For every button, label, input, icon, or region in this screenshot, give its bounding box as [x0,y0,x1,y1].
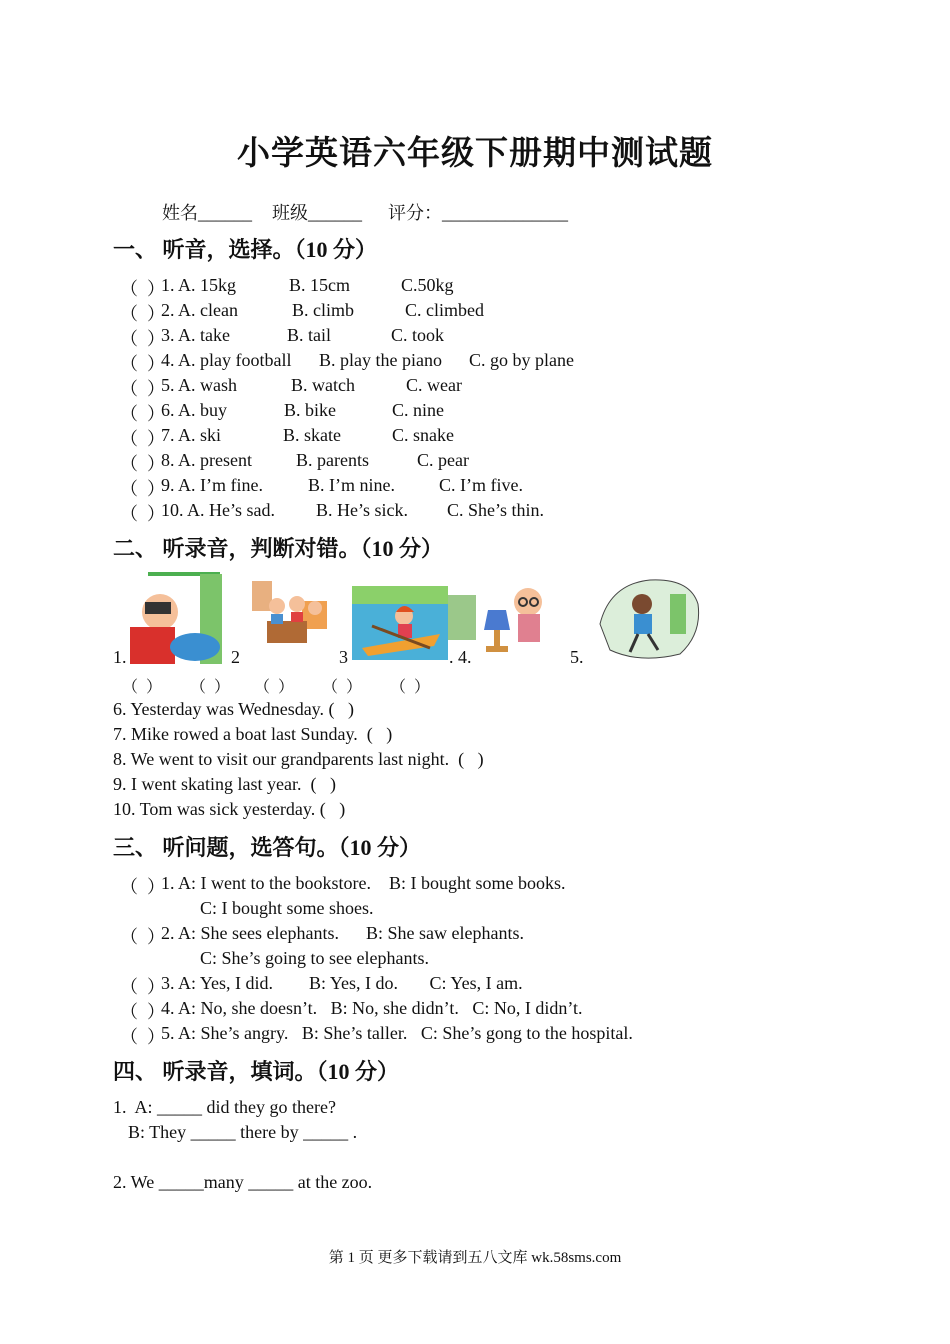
picture-number: 2 [231,647,240,667]
rowing-girl-picture [352,586,448,660]
option-c: C. climbed [405,300,484,320]
option-b: B. parents [296,450,369,470]
question-options: 3. A: Yes, I did. B: Yes, I do. C: Yes, I am. [161,973,523,993]
picture-number: 5. [570,647,584,667]
option-c: C. go by plane [469,350,574,370]
answer-paren: （ ） [120,304,165,324]
answer-paren: （ ） [120,1027,165,1047]
option-c: C.50kg [401,275,454,295]
fill-question-1a: 1. A: _____ did they go there? [113,1097,336,1117]
picture-answer-row: （ ） （ ） （ ） （ ） （ ） [122,679,431,696]
answer-paren: （ ） [120,379,165,399]
binoculars-boy-picture [130,572,222,664]
option-a: 2. A. clean [161,300,238,320]
section-3-heading: 三、 听问题，选答句。（10 分） [113,835,422,860]
option-b: B. tail [287,325,331,345]
answer-paren: （ ） [120,504,165,524]
option-b: B. I’m nine. [308,475,395,495]
answer-paren: （ ） [120,454,165,474]
page-title: 小学英语六年级下册期中测试题 [237,136,713,172]
answer-paren: （ ） [120,329,165,349]
option-a: 3. A. take [161,325,230,345]
answer-paren: （ ） [120,479,165,499]
option-b: B. watch [291,375,355,395]
answer-paren: （ ） [120,877,165,897]
question-option-c: C: I bought some shoes. [200,898,374,918]
true-false-statement: 9. I went skating last year. ( ) [113,774,336,794]
answer-paren: （ ） [120,1002,165,1022]
picture-number: 3 [339,647,348,667]
option-a: 4. A. play football [161,350,292,370]
picture-number: 1. [113,647,127,667]
option-c: C. pear [417,450,469,470]
question-options: 1. A: I went to the bookstore. B: I bought some books. [161,873,566,893]
fill-question-1b: B: They _____ there by _____ . [128,1122,358,1142]
option-b: B. climb [292,300,354,320]
section-4-heading: 四、 听录音，填词。（10 分） [113,1059,400,1084]
true-false-statement: 7. Mike rowed a boat last Sunday. ( ) [113,724,393,744]
score-field-label: 评分：______________ [388,203,568,223]
answer-paren: （ ） [120,354,165,374]
true-false-statement: 8. We went to visit our grandparents last night. ( ) [113,749,484,769]
running-kid-picture [590,574,706,664]
option-a: 5. A. wash [161,375,237,395]
question-options: 2. A: She sees elephants. B: She saw elephants. [161,923,524,943]
answer-paren: （ ） [120,927,165,947]
option-c: C. took [391,325,445,345]
option-b: B. bike [284,400,336,420]
option-b: B. skate [283,425,341,445]
page-footer: 第 1 页 更多下载请到五八文库 wk.58sms.com [328,1250,622,1266]
answer-paren: （ ） [120,404,165,424]
option-b: B. play the piano [319,350,442,370]
fill-question-2: 2. We _____many _____ at the zoo. [113,1172,373,1192]
section-2-heading: 二、 听录音，判断对错。（10 分） [113,536,444,561]
option-c: C. She’s thin. [447,500,545,520]
true-false-statement: 6. Yesterday was Wednesday. ( ) [113,699,355,719]
option-a: 8. A. present [161,450,252,470]
name-field-label: 姓名______ [162,203,252,223]
answer-paren: （ ） [120,279,165,299]
class-field-label: 班级______ [272,203,362,223]
option-b: B. 15cm [289,275,350,295]
option-c: C. I’m five. [439,475,523,495]
family-table-picture [247,576,331,658]
option-b: B. He’s sick. [316,500,408,520]
true-false-statement: 10. Tom was sick yesterday. ( ) [113,799,346,819]
option-a: 10. A. He’s sad. [161,500,275,520]
option-a: 9. A. I’m fine. [161,475,263,495]
question-option-c: C: She’s going to see elephants. [200,948,429,968]
answer-paren: （ ） [120,977,165,997]
question-options: 4. A: No, she doesn’t. B: No, she didn’t. C: No, I didn’t. [161,998,583,1018]
option-c: C. snake [392,425,454,445]
question-options: 5. A: She’s angry. B: She’s taller. C: She’s gong to the hospital. [161,1023,633,1043]
option-a: 1. A. 15kg [161,275,237,295]
section-1-heading: 一、 听音，选择。（10 分） [113,237,378,262]
option-c: C. wear [406,375,462,395]
option-c: C. nine [392,400,444,420]
picture-number: . 4. [449,647,472,667]
answer-paren: （ ） [120,429,165,449]
option-a: 6. A. buy [161,400,228,420]
option-a: 7. A. ski [161,425,222,445]
